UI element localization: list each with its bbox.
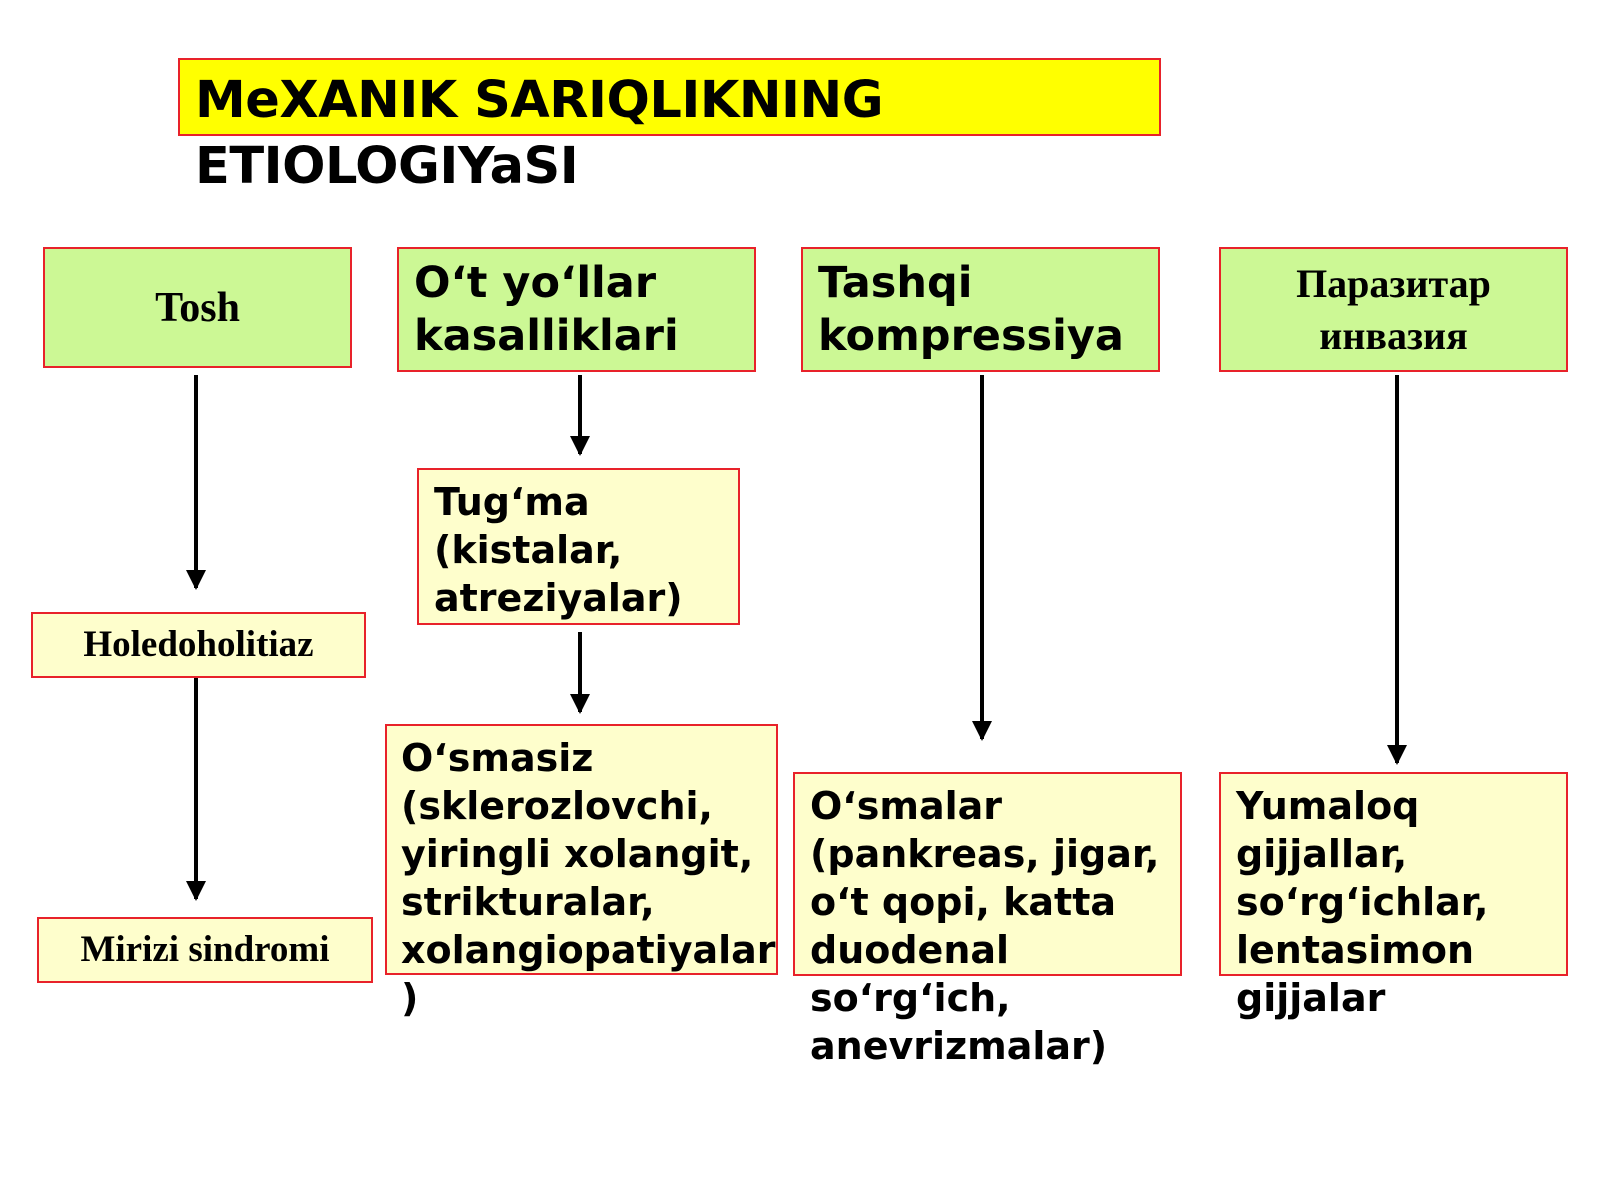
category-label-external: Tashqi kompressiya xyxy=(818,258,1124,361)
category-label-bile-duct: O‘t yo‘llar kasalliklari xyxy=(414,258,679,361)
node-label-worms: Yumaloq gijjallar, so‘rg‘ichlar, lentasimon gijjalar xyxy=(1236,784,1489,1020)
category-label-parasitic: Паразитар инвазия xyxy=(1296,260,1491,358)
node-label-benign: O‘smasiz (sklerozlovchi, yiringli xolangit, strikturalar, xolangiopatiyalar ) xyxy=(401,736,776,1020)
node-label-choledocholithiasis: Holedoholitiaz xyxy=(83,624,314,665)
node-label-tumors: O‘smalar (pankreas, jigar, o‘t qopi, katta duodenal so‘rg‘ich, anevrizmalar) xyxy=(810,784,1160,1068)
node-label-mirizi: Mirizi sindromi xyxy=(80,929,330,970)
category-label-stone: Tosh xyxy=(155,284,240,331)
diagram-title: MeXANIK SARIQLIKNING ETIOLOGIYaSI xyxy=(195,71,884,196)
node-label-congenital: Tug‘ma (kistalar, atreziyalar) xyxy=(434,480,683,620)
